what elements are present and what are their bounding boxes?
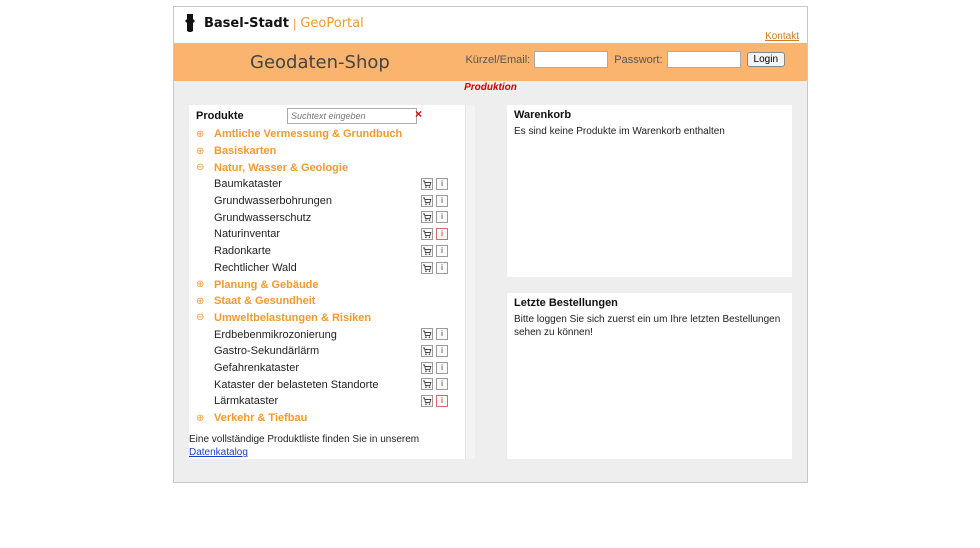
info-icon[interactable]: i [436, 395, 448, 407]
products-scrollbar[interactable] [465, 105, 475, 459]
orders-title: Letzte Bestellungen [514, 297, 618, 309]
login-form [465, 51, 785, 68]
category-row[interactable] [196, 310, 456, 327]
cart-title: Warenkorb [514, 109, 572, 121]
product-label[interactable]: Grundwasserbohrungen [214, 195, 333, 208]
product-label[interactable]: Lärmkataster [214, 395, 279, 408]
info-icon[interactable]: i [436, 228, 448, 240]
product-actions [418, 245, 448, 257]
info-icon[interactable]: i [436, 178, 448, 190]
category-row[interactable] [196, 126, 456, 143]
category-row[interactable] [196, 410, 456, 427]
product-label[interactable]: Gefahrenkataster [214, 361, 299, 374]
info-icon[interactable]: i [436, 195, 448, 207]
product-tree [196, 126, 456, 426]
info-icon[interactable]: i [436, 362, 448, 374]
product-item[interactable] [196, 326, 456, 343]
datenkatalog-link[interactable]: Datenkatalog [189, 447, 248, 458]
expand-icon[interactable]: ⊕ [196, 145, 205, 157]
info-icon[interactable]: i [436, 378, 448, 390]
info-icon[interactable]: i [436, 211, 448, 223]
expand-icon[interactable]: ⊕ [196, 279, 205, 291]
product-label[interactable]: Rechtlicher Wald [214, 261, 297, 274]
cart-empty-text: Es sind keine Produkte im Warenkorb enthalten [514, 126, 725, 137]
contact-link[interactable]: Kontakt [765, 31, 799, 42]
logo-separator: | [292, 15, 297, 31]
product-item[interactable] [196, 176, 456, 193]
product-actions [418, 178, 448, 190]
cart-icon[interactable] [421, 178, 433, 190]
product-item[interactable] [196, 393, 456, 410]
orders-panel [507, 293, 792, 459]
password-field[interactable] [667, 51, 741, 68]
login-button[interactable]: Login [747, 52, 785, 67]
org-name: Basel-Stadt [204, 15, 289, 31]
product-label[interactable]: Naturinventar [214, 228, 281, 241]
category-label[interactable]: Amtliche Vermessung & Grundbuch [214, 128, 403, 141]
products-scroll-area [189, 105, 464, 459]
cart-icon[interactable] [421, 328, 433, 340]
category-label[interactable]: Planung & Gebäude [214, 278, 319, 291]
info-icon[interactable]: i [436, 328, 448, 340]
cart-icon[interactable] [421, 378, 433, 390]
category-row[interactable] [196, 159, 456, 176]
product-item[interactable] [196, 343, 456, 360]
clear-search-icon[interactable]: × [415, 107, 423, 121]
shop-banner [174, 43, 807, 81]
product-actions [418, 228, 448, 240]
top-bar [174, 7, 807, 43]
category-label[interactable]: Natur, Wasser & Geologie [214, 161, 349, 174]
catalog-footnote [189, 433, 464, 459]
category-label[interactable]: Verkehr & Tiefbau [214, 412, 308, 425]
product-item[interactable] [196, 260, 456, 277]
expand-icon[interactable]: ⊕ [196, 295, 205, 307]
portal-name: GeoPortal [300, 15, 364, 31]
product-label[interactable]: Radonkarte [214, 245, 271, 258]
logo[interactable] [184, 13, 364, 33]
product-item[interactable] [196, 226, 456, 243]
product-label[interactable]: Erdbebenmikrozonierung [214, 328, 337, 341]
cart-icon[interactable] [421, 245, 433, 257]
orders-text: Bitte loggen Sie sich zuerst ein um Ihre letzten Bestellungen sehen zu können! [514, 314, 781, 338]
cart-icon[interactable] [421, 195, 433, 207]
category-label[interactable]: Umweltbelastungen & Risiken [214, 311, 372, 324]
product-actions [418, 362, 448, 374]
info-icon[interactable]: i [436, 345, 448, 357]
product-actions [418, 345, 448, 357]
category-row[interactable] [196, 143, 456, 160]
product-actions [418, 195, 448, 207]
product-actions [418, 378, 448, 390]
product-actions [418, 262, 448, 274]
products-panel [189, 105, 475, 459]
product-item[interactable] [196, 193, 456, 210]
expand-icon[interactable]: ⊕ [196, 128, 205, 140]
product-label[interactable]: Baumkataster [214, 178, 282, 191]
cart-panel [507, 105, 792, 277]
password-label: Passwort: [614, 53, 663, 66]
category-row[interactable] [196, 293, 456, 310]
collapse-icon[interactable]: ⊖ [196, 162, 205, 174]
cart-icon[interactable] [421, 262, 433, 274]
category-row[interactable] [196, 276, 456, 293]
cart-icon[interactable] [421, 345, 433, 357]
shop-title: Geodaten-Shop [250, 52, 390, 73]
collapse-icon[interactable]: ⊖ [196, 312, 205, 324]
search-input[interactable] [287, 108, 417, 124]
product-actions [418, 328, 448, 340]
category-label[interactable]: Basiskarten [214, 145, 277, 158]
product-actions [418, 211, 448, 223]
username-label: Kürzel/Email: [465, 53, 531, 66]
cart-icon[interactable] [421, 228, 433, 240]
product-label[interactable]: Gastro-Sekundärlärm [214, 345, 320, 358]
product-item[interactable] [196, 376, 456, 393]
cart-icon[interactable] [421, 362, 433, 374]
username-field[interactable] [534, 51, 608, 68]
page-frame [173, 6, 808, 483]
basel-crest-icon [184, 13, 196, 33]
product-item[interactable] [196, 209, 456, 226]
product-label[interactable]: Grundwasserschutz [214, 211, 312, 224]
category-label[interactable]: Staat & Gesundheit [214, 295, 316, 308]
cart-icon[interactable] [421, 395, 433, 407]
info-icon[interactable]: i [436, 245, 448, 257]
info-icon[interactable]: i [436, 262, 448, 274]
cart-icon[interactable] [421, 211, 433, 223]
footnote-text: Eine vollständige Produktliste finden Sie in unserem [189, 434, 420, 445]
products-heading: Produkte [196, 110, 244, 122]
product-label[interactable]: Kataster der belasteten Standorte [214, 378, 379, 391]
product-item[interactable] [196, 360, 456, 377]
product-item[interactable] [196, 243, 456, 260]
expand-icon[interactable]: ⊕ [196, 412, 205, 424]
product-actions [418, 395, 448, 407]
environment-label: Produktion [464, 82, 517, 93]
